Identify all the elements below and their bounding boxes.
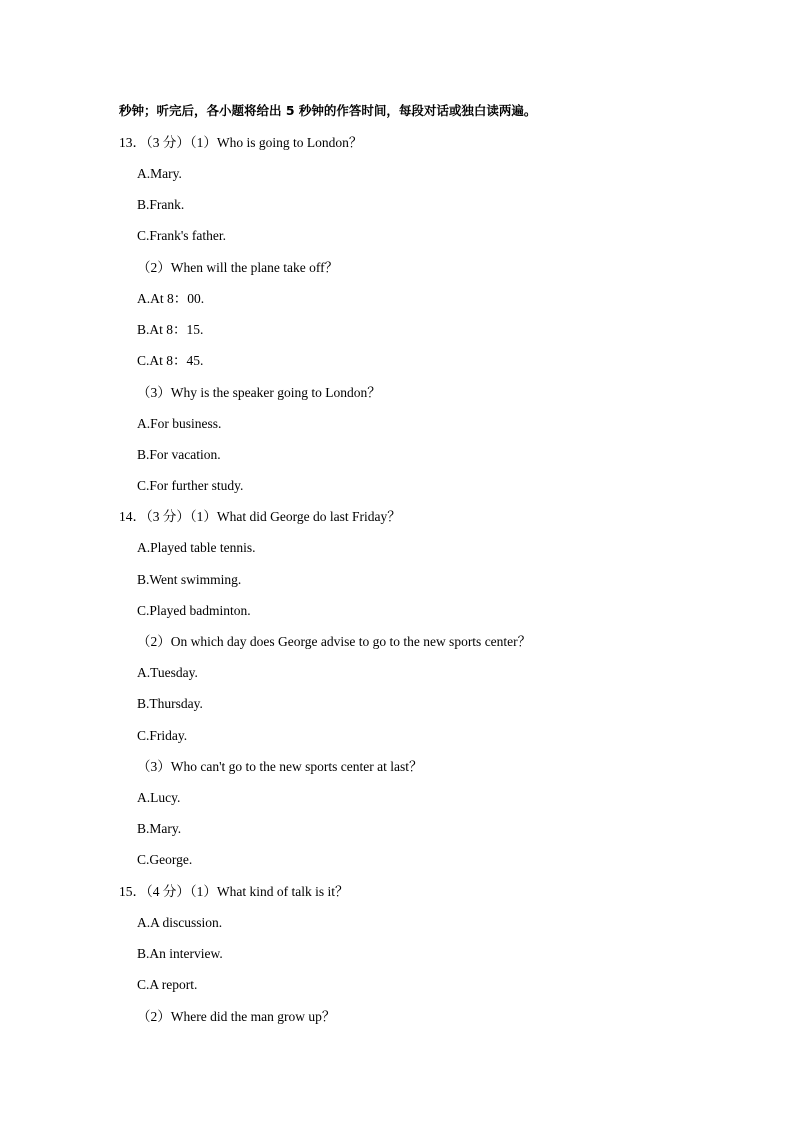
q14-3-option-a: A.Lucy.	[137, 790, 181, 805]
q13-1-option-a: A.Mary.	[137, 166, 182, 181]
question-13-header: 13．（3 分）（1）Who is going to London？	[119, 135, 363, 150]
q13-3-stem: （3）Why is the speaker going to London？	[137, 385, 381, 400]
q15-1-option-b: B.An interview.	[137, 946, 223, 961]
q14-3-option-b: B.Mary.	[137, 821, 182, 836]
question-15-header: 15．（4 分）（1）What kind of talk is it？	[119, 884, 349, 899]
q15-1-option-c: C.A report.	[137, 977, 198, 992]
q14-2-option-b: B.Thursday.	[137, 696, 203, 711]
question-14-header: 14．（3 分）（1）What did George do last Friday？	[119, 509, 401, 524]
q13-3-option-b: B.For vacation.	[137, 447, 221, 462]
q14-2-stem: （2）On which day does George advise to go to the new sports center？	[137, 634, 532, 649]
q13-2-option-a: A.At 8：00.	[137, 291, 205, 306]
q14-1-option-a: A.Played table tennis.	[137, 540, 256, 555]
q14-3-stem: （3）Who can't go to the new sports center at last？	[137, 759, 423, 774]
q14-3-option-c: C.George.	[137, 852, 193, 867]
q15-2-stem: （2）Where did the man grow up？	[137, 1009, 336, 1024]
q13-1-option-b: B.Frank.	[137, 197, 185, 212]
q14-1-option-c: C.Played badminton.	[137, 603, 251, 618]
q13-3-option-a: A.For business.	[137, 416, 222, 431]
q13-1-option-c: C.Frank's father.	[137, 228, 227, 243]
q14-2-option-a: A.Tuesday.	[137, 665, 198, 680]
q13-2-option-c: C.At 8：45.	[137, 353, 204, 368]
instructions-text: 秒钟；听完后，各小题将给出 5 秒钟的作答时间，每段对话或独白读两遍。	[119, 103, 537, 118]
q13-3-option-c: C.For further study.	[137, 478, 244, 493]
q14-2-option-c: C.Friday.	[137, 728, 188, 743]
q14-1-option-b: B.Went swimming.	[137, 572, 242, 587]
q15-1-option-a: A.A discussion.	[137, 915, 223, 930]
q13-2-stem: （2）When will the plane take off？	[137, 260, 339, 275]
q13-2-option-b: B.At 8：15.	[137, 322, 204, 337]
